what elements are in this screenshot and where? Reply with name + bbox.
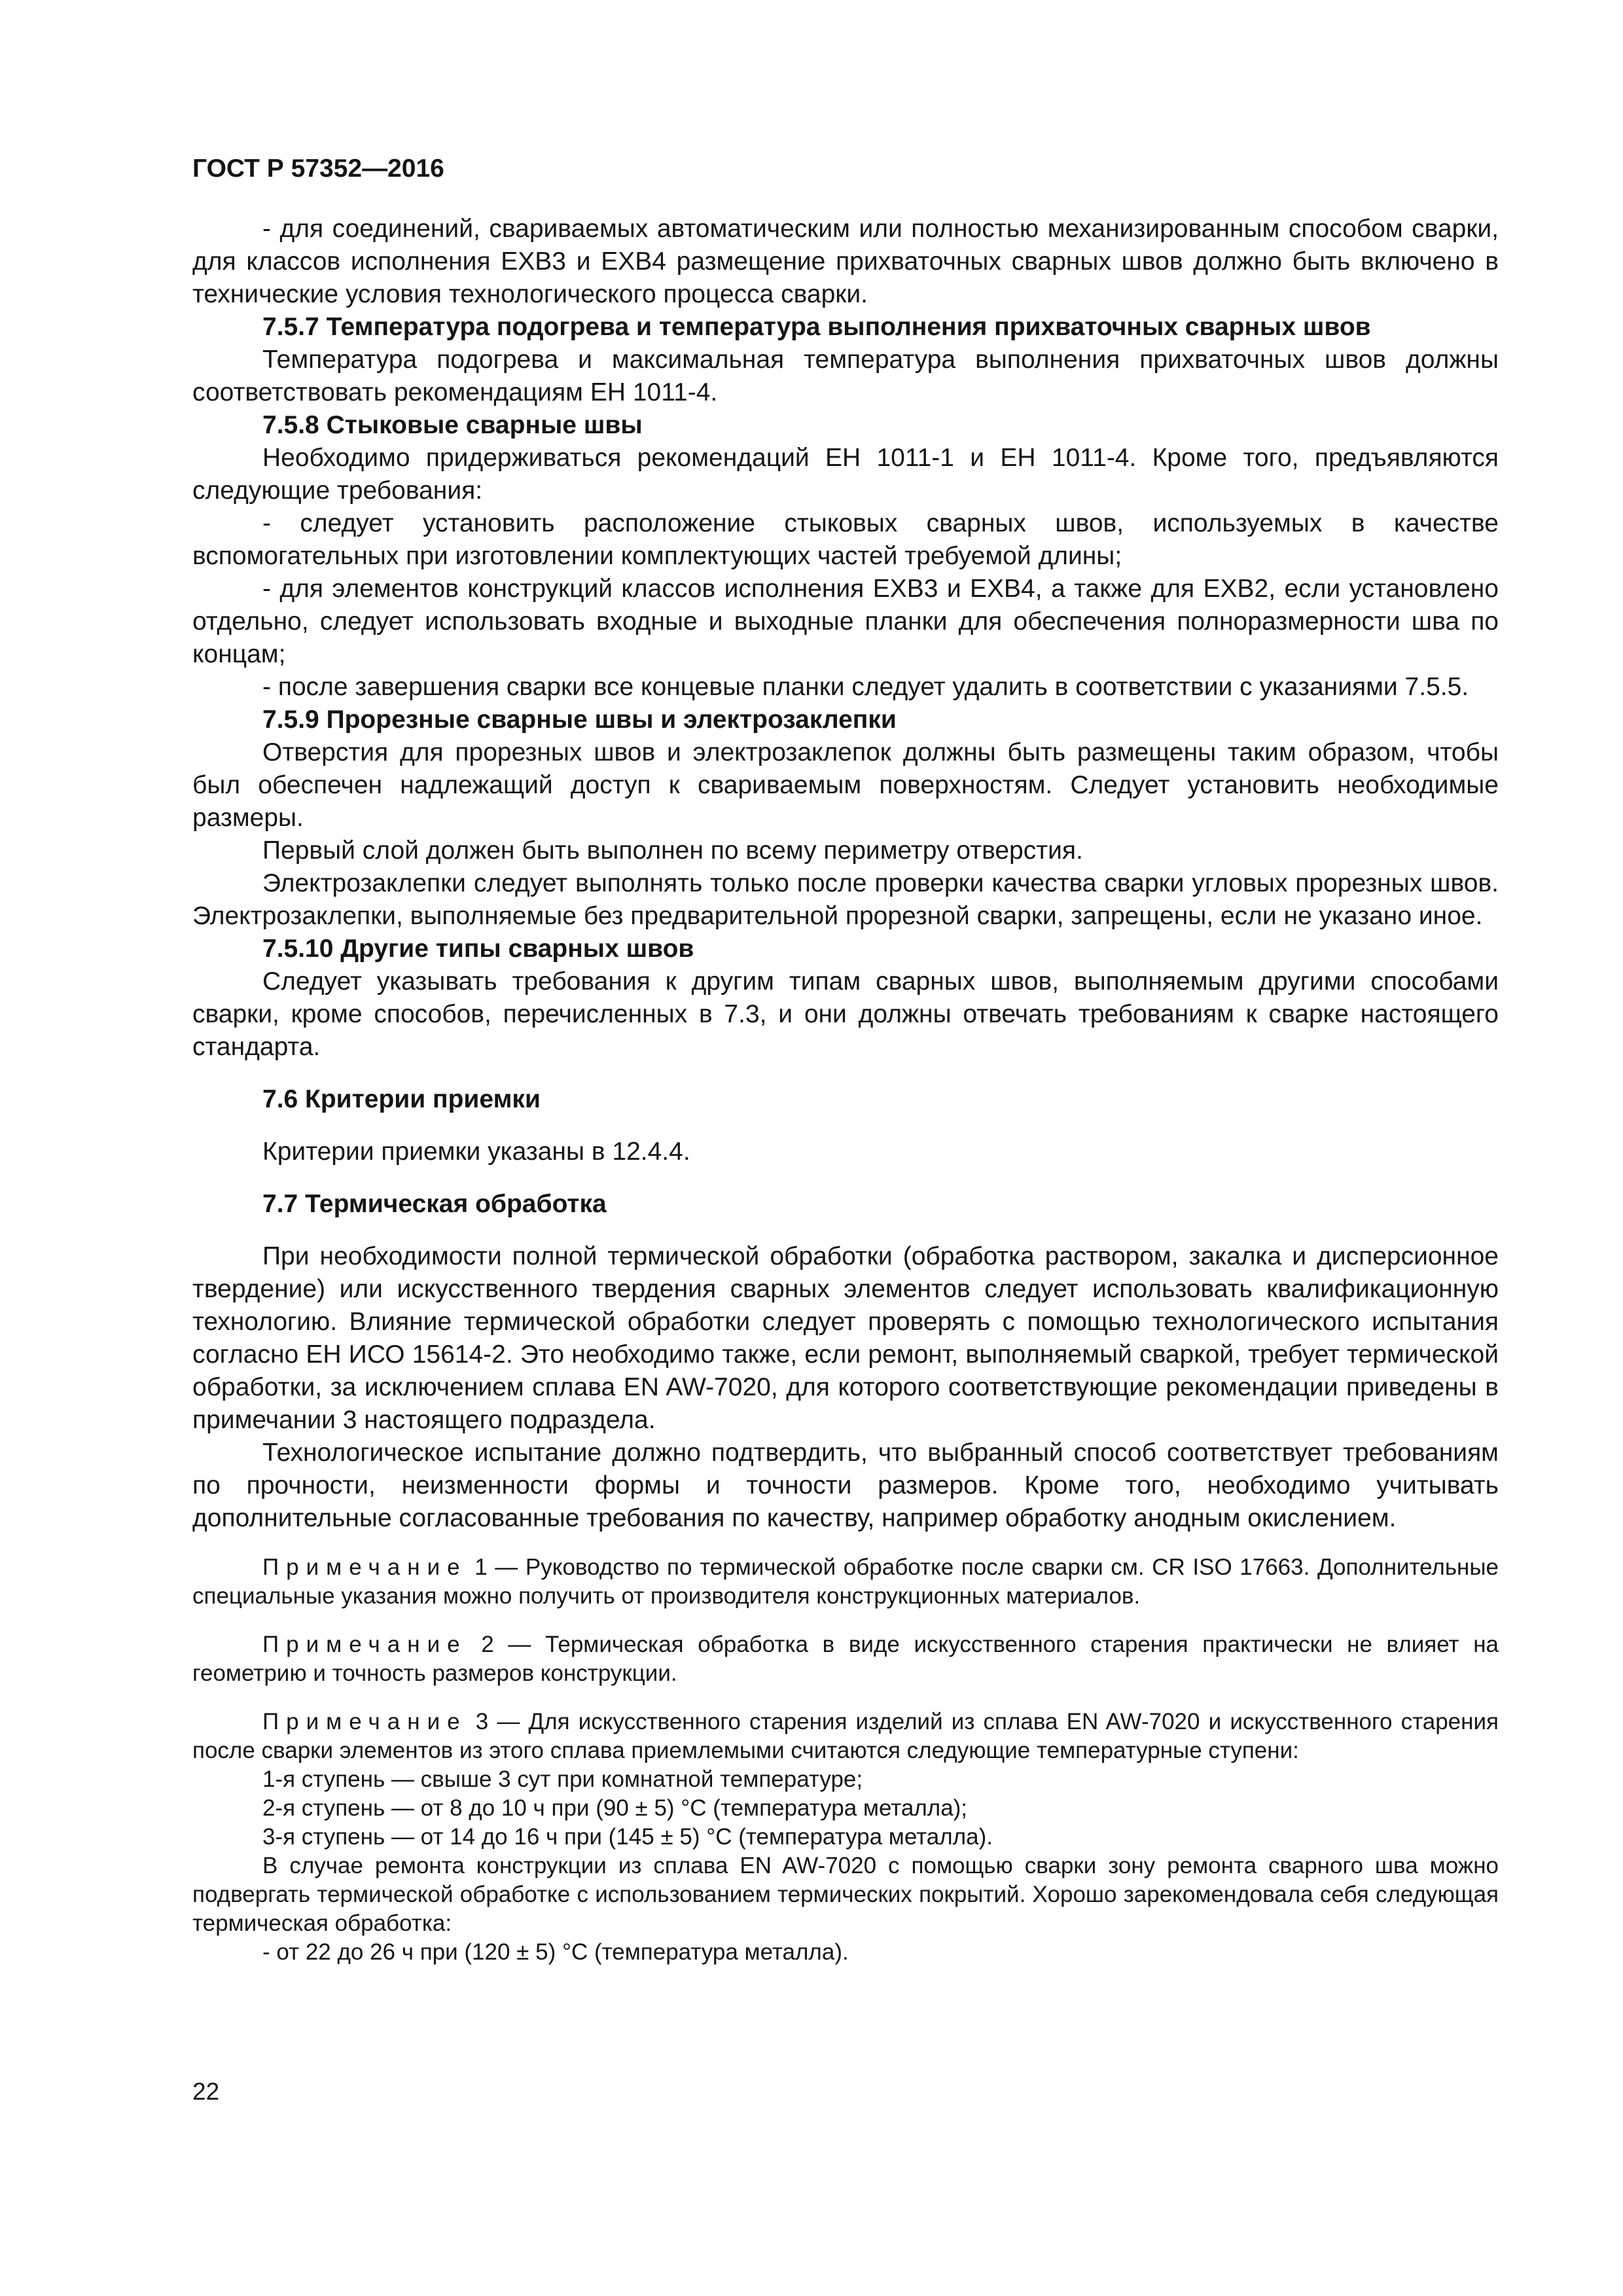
- note-3-repair-text: В случае ремонта конструкции из сплава EN AW-7020 с помощью сварки зону ремонта сварного шва можно подвергать термической обработке с использованием термических покрытий. Хорошо зарекомендовала себя следующая термическая обработка:: [192, 1853, 1499, 1936]
- note-3-step: 2-я ступень — от 8 до 10 ч при (90 ± 5) °С (температура металла);: [262, 1795, 968, 1821]
- document-page: [192, 152, 1499, 1967]
- section-7-5-7-heading: 7.5.7 Температура подогрева и температура выполнения прихваточных сварных швов: [262, 313, 1371, 341]
- section-7-5-8-text: Необходимо придерживаться рекомендаций ЕН 1011-1 и ЕН 1011-4. Кроме того, предъявляются следующие требования:: [192, 444, 1499, 505]
- section-7-7-heading: 7.7 Термическая обработка: [262, 1190, 607, 1218]
- note-2: [192, 1630, 1499, 1688]
- section-7-5-10-heading: 7.5.10 Другие типы сварных швов: [262, 935, 694, 963]
- section-7-6-text: Критерии приемки указаны в 12.4.4.: [262, 1138, 690, 1166]
- section-7-5-9-heading: 7.5.9 Прорезные сварные швы и электрозаклепки: [262, 706, 897, 734]
- section-7-5-8-item: - для элементов конструкций классов исполнения EXB3 и EXB4, а также для EXB2, если установлено отдельно, следует использовать входные и выходные планки для обеспечения полноразмерности шва по концам;: [192, 575, 1499, 668]
- section-7-5-9-paragraph: Первый слой должен быть выполнен по всему периметру отверстия.: [262, 836, 1083, 865]
- note-1: [192, 1553, 1499, 1611]
- section-7-6-heading: 7.6 Критерии приемки: [262, 1085, 541, 1113]
- note-3-text: 3 — Для искусственного старения изделий из сплава EN AW-7020 и искусственного старения после сварки элементов из этого сплава приемлемыми считаются следующие температурные ступени:: [192, 1709, 1499, 1763]
- note-label: Примечание: [262, 1709, 467, 1734]
- note-1-text: 1 — Руководство по термической обработке после сварки см. CR ISO 17663. Дополнительные специальные указания можно получить от производителя конструкционных материалов.: [192, 1554, 1499, 1609]
- note-3-repair-item: - от 22 до 26 ч при (120 ± 5) °С (температура металла).: [262, 1939, 849, 1965]
- note-3-step: 1-я ступень — свыше 3 сут при комнатной температуре;: [262, 1767, 863, 1792]
- section-7-5-7-text: Температура подогрева и максимальная температура выполнения прихваточных швов должны соответствовать рекомендациям ЕН 1011-4.: [192, 346, 1499, 406]
- note-label: Примечание: [262, 1554, 467, 1580]
- section-7-7-paragraph: Технологическое испытание должно подтвердить, что выбранный способ соответствует требованиям по прочности, неизменности формы и точности размеров. Кроме того, необходимо учитывать дополнительные согласованные требования по качеству, например обработку анодным окислением.: [192, 1439, 1499, 1532]
- section-7-7-paragraph: При необходимости полной термической обработки (обработка раствором, закалка и дисперсионное твердение) или искусственного твердения сварных элементов следует использовать квалификационную технологию. Влияние термической обработки следует проверять с помощью технологического испытания согласно ЕН ИСО 15614-2. Это необходимо также, если ремонт, выполняемый сваркой, требует термической обработки, за исключением сплава EN AW-7020, для которого соответствующие рекомендации приведены в примечании 3 настоящего подраздела.: [192, 1242, 1499, 1434]
- page-number: 22: [192, 2078, 220, 2105]
- section-7-5-8-item: - следует установить расположение стыковых сварных швов, используемых в качестве вспомогательных при изготовлении комплектующих частей требуемой длины;: [192, 509, 1499, 570]
- note-3-step: 3-я ступень — от 14 до 16 ч при (145 ± 5) °С (температура металла).: [262, 1824, 993, 1850]
- note-2-text: 2 — Термическая обработка в виде искусственного старения практически не влияет на геометрию и точность размеров конструкции.: [192, 1632, 1499, 1686]
- intro-paragraph: - для соединений, свариваемых автоматическим или полностью механизированным способом сварки, для классов исполнения EXB3 и EXB4 размещение прихваточных сварных швов должно быть включено в технические условия технологического процесса сварки.: [192, 215, 1499, 308]
- section-7-5-9-paragraph: Отверстия для прорезных швов и электрозаклепок должны быть размещены таким образом, чтобы был обеспечен надлежащий доступ к свариваемым поверхностям. Следует установить необходимые размеры.: [192, 738, 1499, 832]
- note-label: Примечание: [262, 1632, 467, 1657]
- note-3: [192, 1708, 1499, 1967]
- section-7-5-8-heading: 7.5.8 Стыковые сварные швы: [262, 411, 643, 439]
- notes-group: [192, 1553, 1499, 1967]
- section-7-5-10-text: Следует указывать требования к другим типам сварных швов, выполняемым другими способами сварки, кроме способов, перечисленных в 7.3, и они должны отвечать требованиям к сварке настоящего стандарта.: [192, 967, 1499, 1061]
- document-header: ГОСТ Р 57352—2016: [192, 154, 444, 183]
- section-7-5-8-item: - после завершения сварки все концевые планки следует удалить в соответствии с указаниями 7.5.5.: [262, 673, 1469, 701]
- section-7-5-9-paragraph: Электрозаклепки следует выполнять только после проверки качества сварки угловых прорезных швов. Электрозаклепки, выполняемые без предварительной прорезной сварки, запрещены, если не указано иное.: [192, 869, 1499, 930]
